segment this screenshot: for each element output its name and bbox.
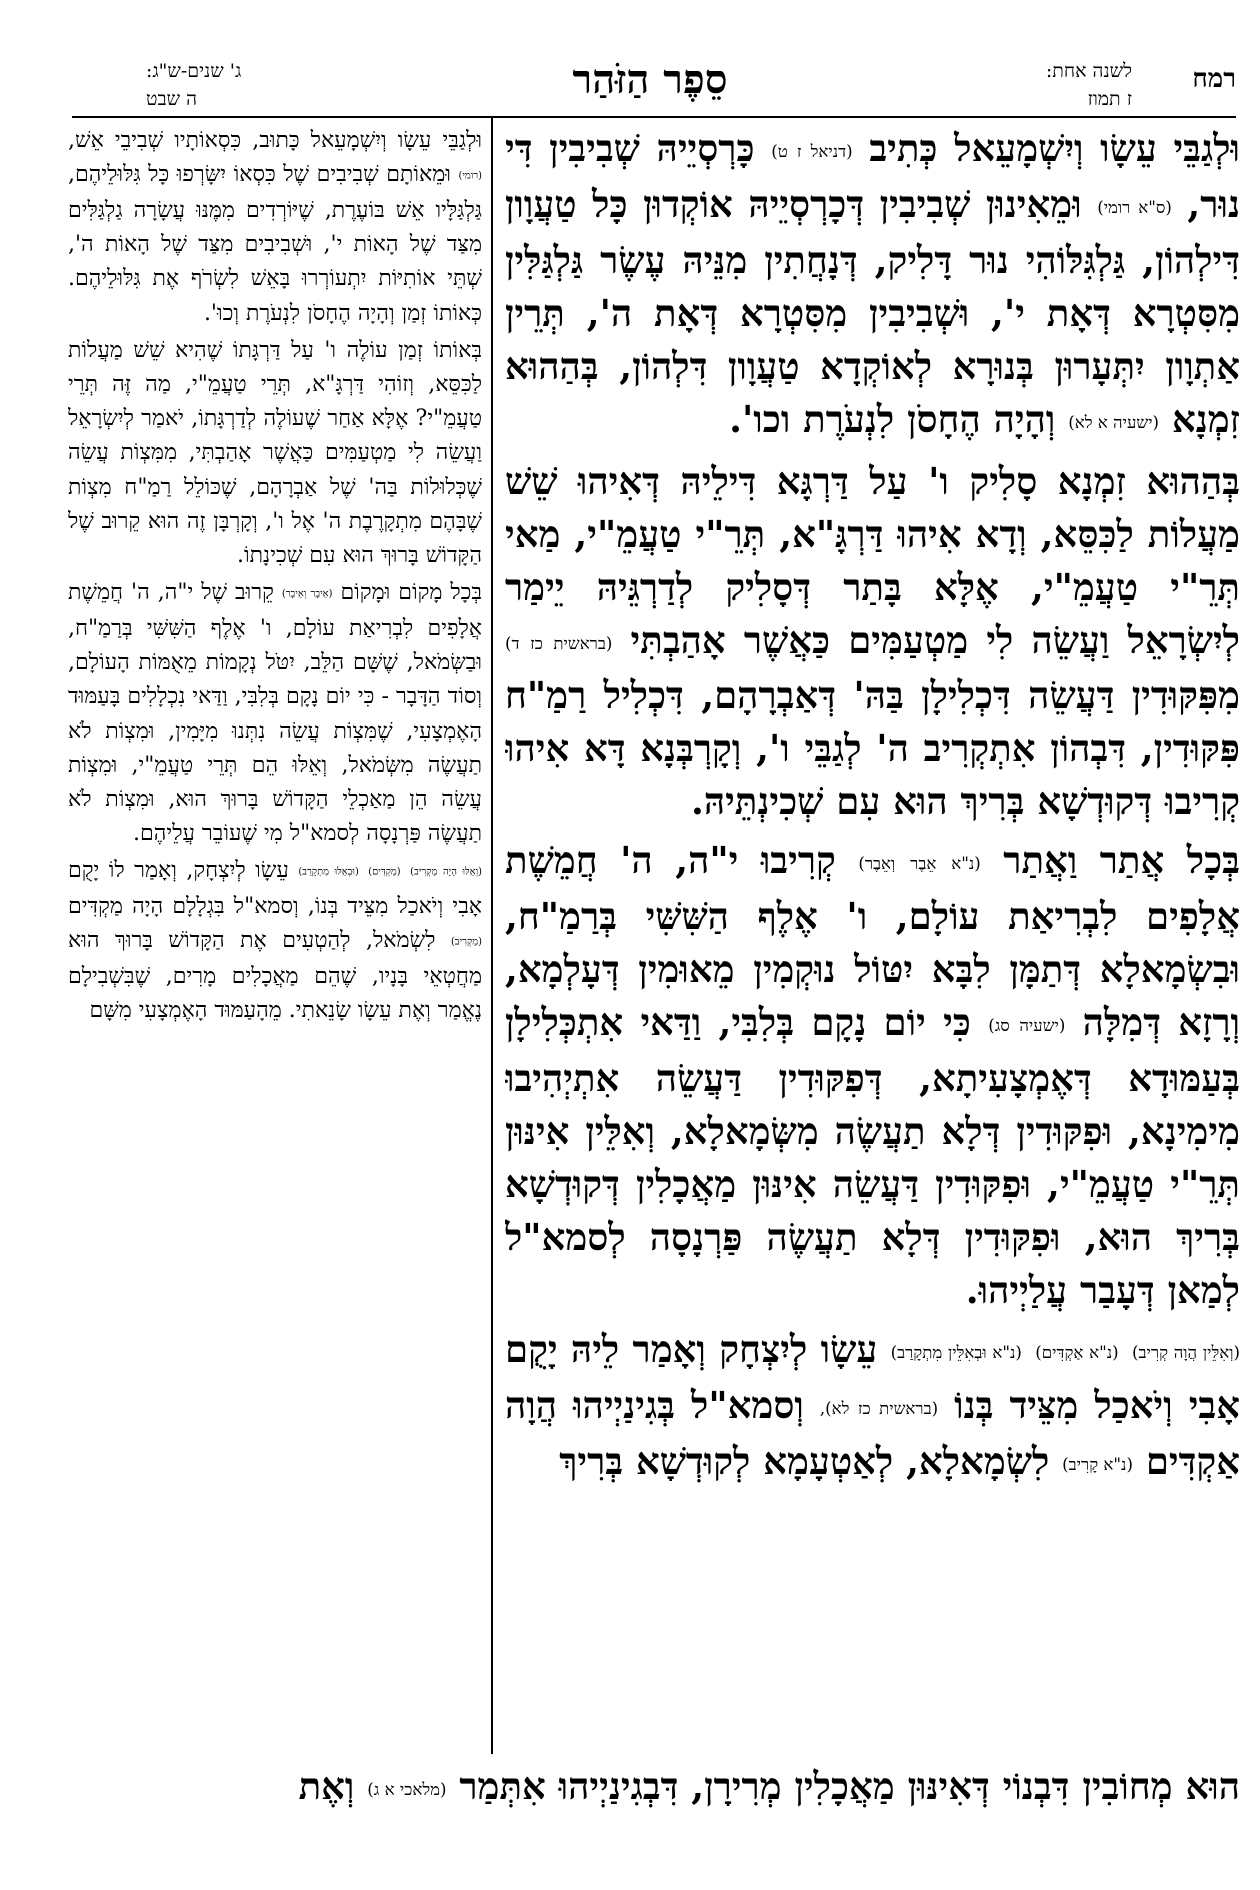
main-p4-ref-4: (בראשית כז לא), bbox=[819, 1398, 939, 1418]
header-rule bbox=[72, 116, 1236, 118]
main-paragraph-4 bbox=[505, 1323, 1240, 1491]
main-p2-text-b: מִפִּקּוּדִין דַּעֲשֵׂה דִּכְלִילָן בַּהּ' דְּאַבְרָהָם, דִּכְלִיל רַמַ"ח פִּקּוּדִין, דִּבְהוֹן אִתְקְרִיב ה' לְגַבֵּי ו', וְקָרְבְּנָא דָּא אִיהוּ קְרִיבוּ דְּקוּדְשָׁא בְּרִיךְ הוּא עִם שְׁכִינְתֵּיהּ. bbox=[505, 673, 1240, 824]
side-p4-ref-4: (מַקְרִיב) bbox=[450, 936, 482, 948]
full-width-bottom-line bbox=[40, 1758, 1240, 1816]
side-p2-text-a: בְּאוֹתוֹ זְמַן עוֹלֶה ו' עַל דַּרְגָּתוֹ שֶׁהִיא שֵׁשׁ מַעֲלוֹת לַכִּסֵּא, וְזוֹהִי דַּרְגָּ"א, תְּרֵי טַעֲמֵ"י, מַה זֶּה תְּרֵי טַעֲמֵ"י? אֶלָּא אַחַר שֶׁעוֹלֶה לְדַרְגָּתוֹ, יֹאמַר לְיִשְׂרָאֵל וַעֲשֵׂה לִי מַטְעַמִּים כַּאֲשֶׁר אָהַבְתִּי, מִמִּצְוֹת עֲשֵׂה שֶׁכְּלוּלוֹת בַּה' שֶׁל אַבְרָהָם, שֶׁכּוֹלֵל רַמַ"ח מִצְוֹת שֶׁבָּהֶם מִתְקָרֶבֶת ה' אֶל ו', וְקָרְבָּן זֶה הוּא קֵרוּב שֶׁל הַקָּדוֹשׁ בָּרוּךְ הוּא עִם שְׁכִינָתוֹ. bbox=[68, 337, 482, 568]
page-header bbox=[0, 54, 1260, 114]
main-p1-text-b: כָּרְסְיֵיהּ שְׁבִיבִין דִּי נוּר, bbox=[505, 126, 1240, 226]
main-paragraph-1 bbox=[505, 122, 1240, 449]
book-title: סֵפֶר הַזֹּהַר bbox=[572, 56, 728, 103]
side-paragraph-3 bbox=[68, 576, 482, 851]
schedule-one-year-date: ז תמוז bbox=[1087, 88, 1132, 110]
main-p2-ref-1: (בראשית כז ד) bbox=[505, 633, 613, 653]
main-p1-text-c: וּמֵאִינוּן שְׁבִיבִין דְּכָרְסְיֵיהּ אוֹקְדוּן כָּל טַעֲוָון דִּילְהוֹן, גַּלְגִּלּוֹהִי נוּר דָּלִיק, דְּנָחֲתִין מִנֵּיהּ עֶשֶׂר גַּלְגַּלִּין מִסִּטְרָא דְּאָת י', וּשְׁבִיבִין מִסִּטְרָא דְּאָת ה', תְּרֵין אַתְוָון יִתְּעָרוּן בְּנוּרָא לְאוֹקְדָא טַעֲוָון דִּלְהוֹן, בְּהַהוּא זִמְנָא bbox=[505, 181, 1240, 441]
main-p4-text-b: וְסמא"ל בְּגִינַיְיהוּ הֲוָה אַקְדִּים bbox=[505, 1382, 1240, 1483]
main-p3-text-a: בְּכָל אֲתַר וַאֲתַר bbox=[1003, 838, 1240, 883]
side-p3-ref-1: (אֵיבָר וְאֵיבָר) bbox=[281, 588, 333, 600]
side-p1-ref-1: (רומי) bbox=[458, 170, 482, 182]
side-p4-ref-1: (וְאֵלּוּ הָיָה מַקְרִיב) bbox=[410, 866, 482, 878]
main-p3-text-c: כִּי יוֹם נָקָם בְּלִבִּי, וַדַּאי אִתְכְּלִילָן בְּעַמּוּדָא דְּאֶמְצָעִיתָא, דְּפִקּוּדִין דַּעֲשֵׂה אִתְיְהִיבוּ מִימִינָא, וּפִקּוּדִין דְּלָא תַעֲשֶׂה מִשְּׂמָאלָא, וְאִלֵּין אִינּוּן תְּרֵ"י טַעֲמֵ"י, וּפִקּוּדִין דַּעֲשֵׂה אִינּוּן מַאֲכָלִין דְּקוּדְשָׁא בְּרִיךְ הוּא, וּפִקּוּדִין דְּלָא תַעֲשֶׂה פַּרְנָסָה לְסמא"ל לְמַאן דְּעָבַר עֲלַיְיהוּ. bbox=[505, 1000, 1240, 1313]
main-p4-text-a: עֵשָׂו לְיִצְחָק וְאָמַר לֵיהּ יָקֻם אָבִי וְיֹאכַל מִצֵּיד בְּנוֹ bbox=[505, 1327, 1240, 1427]
side-p1-text-b: וּמֵאוֹתָם שְׁבִיבִים שֶׁל כִּסְאוֹ יִשָּׂרְפוּ כָּל גִּלּוּלֵיהֶם, גַּלְגַּלָּיו אֵשׁ בּוֹעֶרֶת, שֶׁיּוֹרְדִים מִמֶּנּוּ עֲשָׂרָה גַלְגַּלִּים מִצַּד שֶׁל הָאוֹת י', וּשְׁבִיבִים מִצַּד שֶׁל הָאוֹת ה', שְׁתֵּי אוֹתִיּוֹת יִתְעוֹרְרוּ בָּאֵשׁ לִשְׂרֹף אֶת גִּלּוּלֵיהֶם. כְּאוֹתוֹ זְמַן וְהָיָה הֶחָסֹן לִנְעֹרֶת וְכוּ'. bbox=[68, 162, 482, 326]
side-p4-ref-2: (מַקְדִּים) bbox=[368, 866, 401, 878]
main-p4-ref-2: (נ"א אַקְדִּים) bbox=[1035, 1342, 1119, 1362]
bottom-text-b: וְאֶת bbox=[298, 1764, 355, 1808]
side-p1-text-a: וּלְגַבֵּי עֵשָׂו וְיִשְׁמָעֵאל כָּתוּב, כִּסְאוֹתָיו שְׁבִיבֵי אֵשׁ, bbox=[68, 128, 482, 153]
main-p1-ref-1: (דניאל ז ט) bbox=[771, 141, 853, 161]
main-p2-text-a: בְּהַהוּא זִמְנָא סָלִיק ו' עַל דַּרְגָּא דִּילֵיהּ דְּאִיהוּ שֵׁשׁ מַעֲלוֹת לַכִּסֵּא, וְדָא אִיהוּ דַּרְגָּ"א, תְּרֵ"י טַעֲמֵ"י, מַאי תְּרֵ"י טַעֲמֵ"י, אֶלָּא בָּתַר דְּסָלִיק לְדַרְגֵּיהּ יֵימַר לְיִשְׂרָאֵל וַעֲשֵׂה לִי מַטְעַמִּים כַּאֲשֶׁר אָהַבְתִּי bbox=[505, 458, 1240, 662]
aramaic-main-column bbox=[505, 122, 1240, 1752]
main-p3-text-b: קְרִיבוּ י"ה, ה' חֲמֵשֶׁת אֲלָפִים לִבְרִיאַת עוֹלָם, ו' אֶלֶף הַשִּׁשִּׁי בְּרַמַ"ח, וּבִשְׂמָאלָא דְּתַמָּן לִבָּא יִטּוֹל נוּקְמִין מֵאוּמִין דְּעָלְמָא, וְרָזָא דְּמִלָּה bbox=[505, 838, 1240, 1045]
bottom-ref-1: (מלאכי א ג) bbox=[367, 1779, 447, 1799]
main-p3-ref-2: (ישעיה סג) bbox=[988, 1016, 1066, 1036]
main-p1-text-d: וְהָיָה הֶחָסֹן לִנְעֹרֶת וכו'. bbox=[729, 396, 1056, 441]
main-paragraph-2 bbox=[505, 455, 1240, 829]
main-paragraph-3 bbox=[505, 834, 1240, 1317]
side-p4-text-b: לִשְׂמֹאל, לְהַטְעִים אֶת הַקָּדוֹשׁ בָּרוּךְ הוּא מַחֲטְאֵי בָּנָיו, שֶׁהֵם מַאֲכָלִים מָרִים, שֶׁבִּשְׁבִילָם נֶאֱמַר וְאֶת עֵשָׂו שָׂנֵאתִי. מֵהָעַמּוּד הָאֶמְצָעִי מִשָּׁם bbox=[68, 928, 482, 1024]
hebrew-translation-column bbox=[68, 124, 482, 1754]
side-p3-text-b: קֵרוּב שֶׁל י"ה, ה' חֲמֵשֶׁת אֲלָפִים לִבְרִיאַת עוֹלָם, ו' אֶלֶף הַשִּׁשִּׁי בְּרַמַ"ח, וּבַשְּׂמֹאל, שֶׁשָּׁם הַלֵּב, יִטֹּל נְקָמוֹת מֵאֻמּוֹת הָעוֹלָם, וְסוֹד הַדָּבָר - כִּי יוֹם נָקָם בְּלִבִּי, וַדַּאי נִכְלָלִים בָּעַמּוּד הָאֶמְצָעִי, שֶׁמִּצְוֹת עֲשֵׂה נִתְּנוּ מִיָּמִין, וּמִצְוֹת לֹא תַעֲשֶׂה מִשְּׂמֹאל, וְאֵלּוּ הֵם תְּרֵי טַעֲמֵ"י, וּמִצְוֹת עֲשֵׂה הֵן מַאַכְלֵי הַקָּדוֹשׁ בָּרוּךְ הוּא, וּמִצְוֹת לֹא תַעֲשֶׂה פַּרְנָסָה לְסמא"ל מִי שֶׁעוֹבֵר עֲלֵיהֶם. bbox=[68, 580, 482, 847]
schedule-three-years-label: ג' שנים-ש"ג: bbox=[146, 60, 242, 82]
main-p4-ref-3: (נ"א וּבְאִלֵּין מִתְקָרַב) bbox=[890, 1342, 1022, 1362]
main-p1-text-a: וּלְגַבֵּי עֵשָׂו וְיִשְׁמָעֵאל כְּתִיב bbox=[869, 126, 1240, 170]
page-number: רמח bbox=[1192, 64, 1236, 94]
main-p4-text-c: לִשְׂמָאלָא, לְאַטְעָמָא לְקוּדְשָׁא בְּרִיךְ bbox=[559, 1438, 1050, 1483]
side-p4-ref-3: (וּבְאֵלּוּ מִתְקָרֵב) bbox=[298, 866, 359, 878]
main-p1-ref-3: (ישעיה א לא) bbox=[1068, 412, 1160, 432]
main-p1-ref-2: (ס"א רומי) bbox=[1097, 197, 1172, 217]
main-p4-ref-1: (וְאִלֵּין הֲוָה קְרִיב) bbox=[1132, 1342, 1240, 1362]
schedule-three-years-date: ה שבט bbox=[146, 88, 198, 110]
side-paragraph-2 bbox=[68, 334, 482, 573]
column-divider bbox=[491, 118, 493, 1754]
side-paragraph-4 bbox=[68, 854, 482, 1028]
side-p4-text-a: עֵשָׂו לְיִצְחָק, וְאָמַר לוֹ יָקֻם אָבִי וְיֹאכַל מִצֵּיד בְּנוֹ, וְסמא"ל בִּגְלָלָם הָיָה מַקְדִּים bbox=[68, 858, 482, 920]
main-p4-ref-5: (נ"א קָרִיב) bbox=[1062, 1454, 1133, 1474]
side-p3-text-a: בְּכָל מָקוֹם וּמָקוֹם bbox=[340, 580, 482, 606]
schedule-one-year-label: לשנה אחת: bbox=[1045, 60, 1132, 82]
bottom-text-a: הוּא מְחוֹבִין דִּבְנוֹי דְּאִינּוּן מַאֲכָלִין מְרִירָן, דִּבְגִינַיְיהוּ אִתְּמַר bbox=[459, 1764, 1240, 1808]
main-p3-ref-1: (נ"א אֵבֶר וְאֵבֶר) bbox=[858, 854, 981, 874]
side-paragraph-1 bbox=[68, 124, 482, 331]
